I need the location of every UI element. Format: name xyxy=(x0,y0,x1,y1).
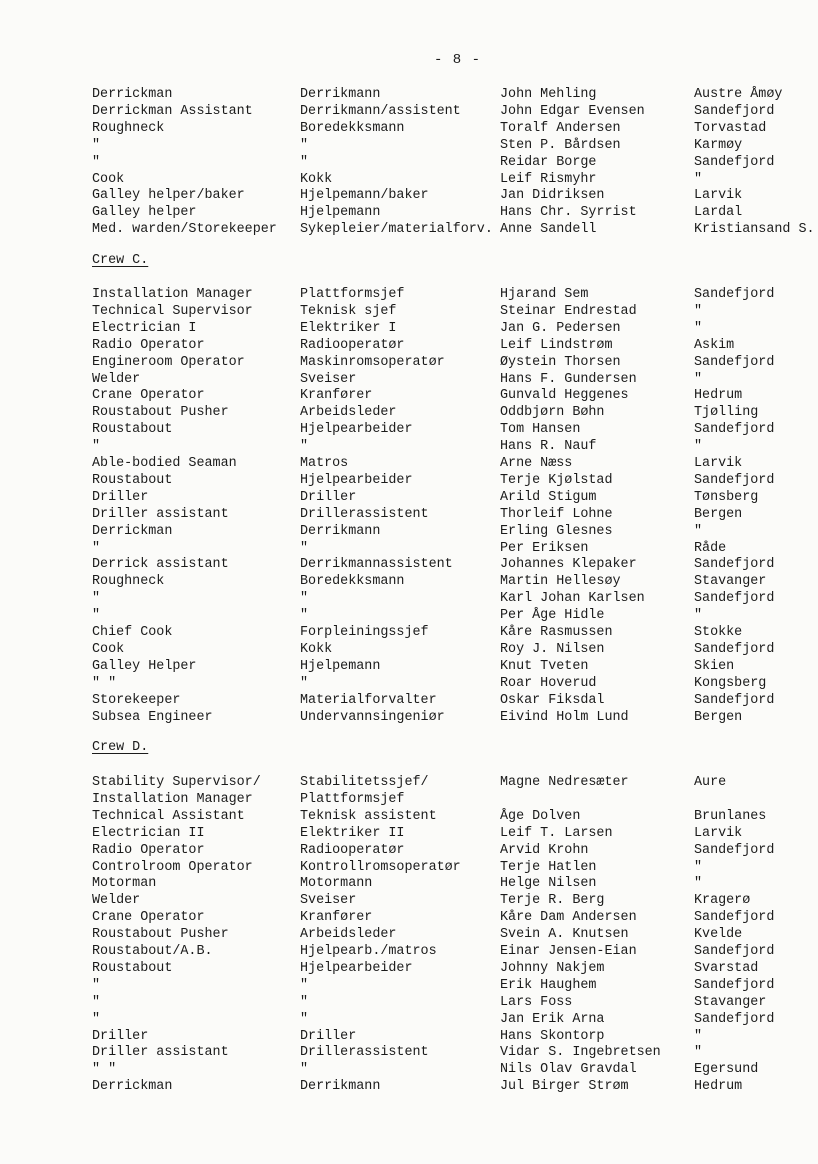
person-name: Arvid Krohn xyxy=(500,842,589,858)
crew-row xyxy=(0,944,818,961)
person-name: Reidar Borge xyxy=(500,154,597,170)
person-name: Arild Stigum xyxy=(500,489,597,505)
crew-row xyxy=(0,439,818,456)
crew-row xyxy=(0,490,818,507)
position-en: Stability Supervisor/ xyxy=(92,775,261,790)
hometown: " xyxy=(694,371,703,387)
person-name: Vidar S. Ingebretsen xyxy=(500,1045,661,1061)
crew-row xyxy=(0,1012,818,1029)
hometown: Sandefjord xyxy=(694,472,775,488)
crew-row xyxy=(0,693,818,710)
position-no: Driller xyxy=(300,1028,357,1044)
hometown: Skien xyxy=(694,658,735,674)
position-en: Galley Helper xyxy=(92,658,197,674)
position-no: " xyxy=(300,1011,309,1027)
hometown: " xyxy=(694,303,703,319)
page-number: - 8 - xyxy=(434,52,482,68)
person-name: Svein A. Knutsen xyxy=(500,927,629,943)
hometown: Hedrum xyxy=(694,388,743,404)
hometown: Kragerø xyxy=(694,893,751,909)
person-name: Eivind Holm Lund xyxy=(500,709,629,725)
hometown: Hedrum xyxy=(694,1079,743,1095)
position-no: " xyxy=(300,994,309,1010)
position-no: Motormann xyxy=(300,876,373,892)
person-name: Åge Dolven xyxy=(500,808,581,824)
person-name: Roy J. Nilsen xyxy=(500,641,605,657)
position-en: Derrickman Assistant xyxy=(92,103,253,119)
position-no: Matros xyxy=(300,456,349,471)
crew-row xyxy=(0,843,818,860)
hometown: Larvik xyxy=(694,825,743,841)
position-en: " " xyxy=(92,675,117,691)
person-name: Leif T. Larsen xyxy=(500,825,613,841)
hometown: Stavanger xyxy=(694,574,767,590)
person-name: Sten P. Bårdsen xyxy=(500,137,621,153)
position-no: Kokk xyxy=(300,171,333,187)
person-name: Roar Hoverud xyxy=(500,675,597,691)
hometown: Stavanger xyxy=(694,994,767,1010)
hometown: Sandefjord xyxy=(694,557,775,573)
position-no: Arbeidsleder xyxy=(300,927,397,943)
crew-row xyxy=(0,676,818,693)
position-no: Derrikmann xyxy=(300,523,381,539)
crew-row xyxy=(0,155,818,172)
crew-row xyxy=(0,927,818,944)
crew-row xyxy=(0,541,818,558)
crew-row xyxy=(0,1062,818,1079)
person-name: Terje Kjølstad xyxy=(500,472,613,488)
hometown: Tønsberg xyxy=(694,489,759,505)
position-no: " xyxy=(300,608,309,624)
position-en: " xyxy=(92,137,101,153)
person-name: Steinar Endrestad xyxy=(500,303,637,319)
position-no: Radiooperatør xyxy=(300,842,405,858)
person-name: Leif Lindstrøm xyxy=(500,337,613,353)
crew-row xyxy=(0,809,818,826)
hometown: Larvik xyxy=(694,456,743,471)
position-en: Derrickman xyxy=(92,523,173,539)
crew-row xyxy=(0,355,818,372)
position-no: " xyxy=(300,154,309,170)
position-no: Kontrollromsoperatør xyxy=(300,859,461,875)
crew-heading xyxy=(92,740,148,755)
position-en: Technical Supervisor xyxy=(92,303,253,319)
person-name: Jan Erik Arna xyxy=(500,1011,605,1027)
person-name: Hjarand Sem xyxy=(500,287,589,302)
position-no: Driller xyxy=(300,489,357,505)
crew-row xyxy=(0,422,818,439)
position-en: Roustabout xyxy=(92,960,173,976)
position-no: Stabilitetssjef/ xyxy=(300,775,429,790)
person-name: Erling Glesnes xyxy=(500,523,613,539)
person-name: John Mehling xyxy=(500,87,597,102)
crew-row xyxy=(0,304,818,321)
position-en: Radio Operator xyxy=(92,842,205,858)
hometown: Bergen xyxy=(694,506,743,522)
position-no: " xyxy=(300,540,309,556)
position-no: Sykepleier/materialforv. xyxy=(300,222,493,238)
position-en: Welder xyxy=(92,893,141,909)
position-no: Maskinromsoperatør xyxy=(300,354,445,370)
crew-row xyxy=(0,574,818,591)
hometown: " xyxy=(694,523,703,539)
position-no: Forpleiningssjef xyxy=(300,625,429,640)
position-en: Welder xyxy=(92,371,141,387)
hometown: " xyxy=(694,439,703,455)
position-en: Driller xyxy=(92,1028,149,1044)
position-no: Kranfører xyxy=(300,910,373,926)
person-name: Terje Hatlen xyxy=(500,859,597,875)
hometown: Sandefjord xyxy=(694,944,775,959)
hometown: Sandefjord xyxy=(694,1011,775,1027)
position-no: " xyxy=(300,439,309,455)
crew-row xyxy=(0,961,818,978)
hometown: Sandefjord xyxy=(694,422,775,438)
person-name: Arne Næss xyxy=(500,456,573,471)
position-no: Elektriker II xyxy=(300,825,405,841)
hometown: Svarstad xyxy=(694,960,759,976)
person-name: Per Eriksen xyxy=(500,540,589,556)
position-no: " xyxy=(300,1062,309,1078)
hometown: Aure xyxy=(694,775,727,790)
position-en: Crane Operator xyxy=(92,388,205,404)
crew-row xyxy=(0,372,818,389)
crew-heading xyxy=(92,253,148,268)
person-name: Kåre Dam Andersen xyxy=(500,910,637,926)
hometown: Sandefjord xyxy=(694,977,775,993)
crew-heading-label: Crew D. xyxy=(92,740,149,755)
position-en: Med. warden/Storekeeper xyxy=(92,222,277,238)
position-no: Hjelpemann/baker xyxy=(300,188,429,204)
position-no: Kranfører xyxy=(300,388,373,404)
person-name: John Edgar Evensen xyxy=(500,103,645,119)
position-en: Motorman xyxy=(92,876,157,892)
position-no: Drillerassistent xyxy=(300,506,429,522)
person-name: Jul Birger Strøm xyxy=(500,1079,629,1095)
position-en: Roughneck xyxy=(92,120,165,136)
hometown: " xyxy=(694,608,703,624)
hometown: Sandefjord xyxy=(694,103,775,119)
hometown: Stokke xyxy=(694,625,743,640)
position-en: Subsea Engineer xyxy=(92,709,213,725)
position-en: Cook xyxy=(92,641,125,657)
position-no: " xyxy=(300,675,309,691)
position-no: Hjelpemann xyxy=(300,205,381,221)
position-no: " xyxy=(300,591,309,607)
crew-row xyxy=(0,205,818,222)
hometown: " xyxy=(694,859,703,875)
person-name: Hans Chr. Syrrist xyxy=(500,205,637,221)
position-no: Sveiser xyxy=(300,893,357,909)
crew-row xyxy=(0,775,818,792)
position-no: Kokk xyxy=(300,641,333,657)
position-en: Electrician II xyxy=(92,825,205,841)
crew-row xyxy=(0,87,818,104)
position-en: Installation Manager xyxy=(92,791,253,807)
crew-row xyxy=(0,188,818,205)
position-en: " xyxy=(92,439,101,455)
position-no: Undervannsingeniør xyxy=(300,709,445,725)
crew-row xyxy=(0,172,818,189)
person-name: Martin Hellesøy xyxy=(500,574,621,590)
crew-row xyxy=(0,860,818,877)
position-en: Installation Manager xyxy=(92,287,253,302)
position-en: Crane Operator xyxy=(92,910,205,926)
position-en: Engineroom Operator xyxy=(92,354,245,370)
position-en: " xyxy=(92,608,101,624)
person-name: Oddbjørn Bøhn xyxy=(500,405,605,421)
person-name: Gunvald Heggenes xyxy=(500,388,629,404)
position-no: " xyxy=(300,137,309,153)
person-name: Anne Sandell xyxy=(500,222,597,238)
hometown: Sandefjord xyxy=(694,910,775,926)
position-en: Driller assistant xyxy=(92,506,229,522)
person-name: Øystein Thorsen xyxy=(500,354,621,370)
position-en: Roustabout xyxy=(92,422,173,438)
position-en: " xyxy=(92,154,101,170)
person-name: Jan G. Pedersen xyxy=(500,320,621,336)
person-name: Nils Olav Gravdal xyxy=(500,1062,637,1078)
position-en: Derrick assistant xyxy=(92,557,229,573)
hometown: Råde xyxy=(694,540,727,556)
position-no: Derrikmann xyxy=(300,1079,381,1095)
crew-row xyxy=(0,995,818,1012)
person-name: Leif Rismyhr xyxy=(500,171,597,187)
position-no: Materialforvalter xyxy=(300,692,437,708)
position-en: Storekeeper xyxy=(92,692,181,708)
position-en: " xyxy=(92,994,101,1010)
position-en: Galley helper xyxy=(92,205,197,221)
crew-row xyxy=(0,1029,818,1046)
crew-row xyxy=(0,978,818,995)
crew-row xyxy=(0,104,818,121)
position-no: Teknisk assistent xyxy=(300,808,437,824)
person-name: Erik Haughem xyxy=(500,977,597,993)
crew-row xyxy=(0,405,818,422)
position-no: Derrikmannassistent xyxy=(300,557,453,573)
crew-row xyxy=(0,910,818,927)
crew-row xyxy=(0,338,818,355)
crew-heading-label: Crew C. xyxy=(92,253,149,268)
person-name: Johannes Klepaker xyxy=(500,557,637,573)
position-en: Roustabout xyxy=(92,472,173,488)
person-name: Knut Tveten xyxy=(500,658,589,674)
hometown: Sandefjord xyxy=(694,154,775,170)
hometown: " xyxy=(694,1045,703,1061)
person-name: Kåre Rasmussen xyxy=(500,625,613,640)
hometown: Kongsberg xyxy=(694,675,767,691)
person-name: Helge Nilsen xyxy=(500,876,597,892)
person-name: Hans Skontorp xyxy=(500,1028,605,1044)
position-en: Roustabout Pusher xyxy=(92,405,229,421)
hometown: Torvastad xyxy=(694,120,767,136)
crew-row xyxy=(0,557,818,574)
position-no: Radiooperatør xyxy=(300,337,405,353)
hometown: Sandefjord xyxy=(694,354,775,370)
hometown: Lardal xyxy=(694,205,743,221)
hometown: " xyxy=(694,320,703,336)
hometown: Larvik xyxy=(694,188,743,204)
position-no: Sveiser xyxy=(300,371,357,387)
position-no: Drillerassistent xyxy=(300,1045,429,1061)
position-no: Derrikmann/assistent xyxy=(300,103,461,119)
position-en: Technical Assistant xyxy=(92,808,245,824)
person-name: Hans F. Gundersen xyxy=(500,371,637,387)
crew-row xyxy=(0,1045,818,1062)
hometown: Tjølling xyxy=(694,405,759,421)
position-en: Controlroom Operator xyxy=(92,859,253,875)
crew-row xyxy=(0,287,818,304)
crew-row xyxy=(0,121,818,138)
person-name: Johnny Nakjem xyxy=(500,960,605,976)
position-en: Galley helper/baker xyxy=(92,188,245,204)
crew-row xyxy=(0,792,818,809)
crew-row xyxy=(0,222,818,239)
position-no: Hjelpearbeider xyxy=(300,960,413,976)
position-no: " xyxy=(300,977,309,993)
position-no: Hjelpearbeider xyxy=(300,472,413,488)
hometown: Bergen xyxy=(694,709,743,725)
crew-row xyxy=(0,321,818,338)
hometown: Karmøy xyxy=(694,137,743,153)
position-en: " " xyxy=(92,1062,117,1078)
crew-row xyxy=(0,876,818,893)
person-name: Einar Jensen-Eian xyxy=(500,944,637,959)
position-en: Electrician I xyxy=(92,320,197,336)
hometown: Egersund xyxy=(694,1062,759,1078)
position-en: " xyxy=(92,591,101,607)
person-name: Oskar Fiksdal xyxy=(500,692,605,708)
person-name: Magne Nedresæter xyxy=(500,775,629,790)
position-en: " xyxy=(92,977,101,993)
crew-row xyxy=(0,642,818,659)
position-en: Cook xyxy=(92,171,125,187)
hometown: Askim xyxy=(694,337,735,353)
crew-row xyxy=(0,507,818,524)
position-no: Derrikmann xyxy=(300,87,381,102)
person-name: Per Åge Hidle xyxy=(500,608,605,624)
position-en: Roustabout/A.B. xyxy=(92,944,213,959)
crew-row xyxy=(0,826,818,843)
position-no: Arbeidsleder xyxy=(300,405,397,421)
hometown: Sandefjord xyxy=(694,287,775,302)
hometown: Austre Åmøy xyxy=(694,87,783,102)
person-name: Lars Foss xyxy=(500,994,573,1010)
crew-row xyxy=(0,138,818,155)
position-no: Boredekksmann xyxy=(300,120,405,136)
position-no: Hjelpearb./matros xyxy=(300,944,437,959)
hometown: Sandefjord xyxy=(694,591,775,607)
person-name: Hans R. Nauf xyxy=(500,439,597,455)
position-en: Radio Operator xyxy=(92,337,205,353)
position-no: Hjelpearbeider xyxy=(300,422,413,438)
person-name: Tom Hansen xyxy=(500,422,581,438)
position-en: Roustabout Pusher xyxy=(92,927,229,943)
position-no: Plattformsjef xyxy=(300,287,405,302)
crew-row xyxy=(0,456,818,473)
person-name: Toralf Andersen xyxy=(500,120,621,136)
position-no: Plattformsjef xyxy=(300,791,405,807)
position-en: Derrickman xyxy=(92,1079,173,1095)
person-name: Jan Didriksen xyxy=(500,188,605,204)
crew-row xyxy=(0,1079,818,1096)
crew-row xyxy=(0,524,818,541)
person-name: Karl Johan Karlsen xyxy=(500,591,645,607)
crew-row xyxy=(0,625,818,642)
crew-row xyxy=(0,893,818,910)
crew-row xyxy=(0,608,818,625)
position-en: Able-bodied Seaman xyxy=(92,456,237,471)
crew-row xyxy=(0,659,818,676)
hometown: " xyxy=(694,1028,703,1044)
hometown: Brunlanes xyxy=(694,808,767,824)
position-en: Derrickman xyxy=(92,87,173,102)
person-name: Thorleif Lohne xyxy=(500,506,613,522)
hometown: Sandefjord xyxy=(694,641,775,657)
position-en: " xyxy=(92,540,101,556)
hometown: Kvelde xyxy=(694,927,743,943)
hometown: " xyxy=(694,171,703,187)
position-en: Roughneck xyxy=(92,574,165,590)
position-en: " xyxy=(92,1011,101,1027)
hometown: Sandefjord xyxy=(694,842,775,858)
position-en: Driller xyxy=(92,489,149,505)
position-no: Elektriker I xyxy=(300,320,397,336)
position-en: Driller assistant xyxy=(92,1045,229,1061)
crew-row xyxy=(0,388,818,405)
position-no: Boredekksmann xyxy=(300,574,405,590)
crew-row xyxy=(0,710,818,727)
person-name: Terje R. Berg xyxy=(500,893,605,909)
hometown: Kristiansand S. xyxy=(694,222,815,238)
crew-row xyxy=(0,473,818,490)
position-en: Chief Cook xyxy=(92,625,173,640)
position-no: Hjelpemann xyxy=(300,658,381,674)
crew-row xyxy=(0,591,818,608)
hometown: " xyxy=(694,876,703,892)
hometown: Sandefjord xyxy=(694,692,775,708)
position-no: Teknisk sjef xyxy=(300,303,397,319)
